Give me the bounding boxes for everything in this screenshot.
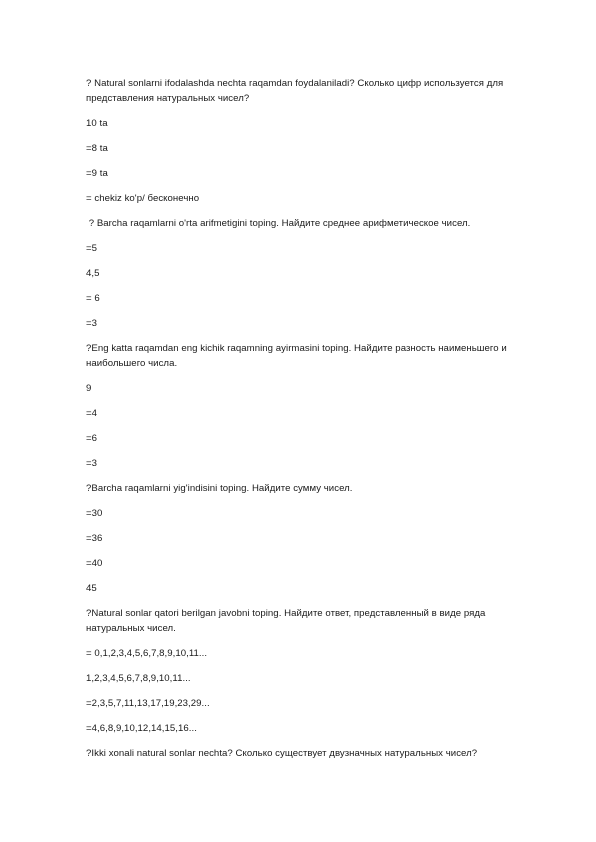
question-4: ?Barcha raqamlarni yig'indisini toping. Найдите сумму чисел. xyxy=(86,483,353,494)
question-5: ?Natural sonlar qatori berilgan javobni toping. Найдите ответ, представленный в виде ряда натуральных чисел. xyxy=(86,608,489,634)
answer-option: =36 xyxy=(86,533,103,544)
answer-option: =9 ta xyxy=(86,168,108,179)
answer-option: 4,5 xyxy=(86,268,100,279)
question-3: ?Eng katta raqamdan eng kichik raqamning ayirmasini toping. Найдите разность наименьшего и наибольшего числа. xyxy=(86,343,510,369)
answer-option: =3 xyxy=(86,458,98,469)
answer-option: =8 ta xyxy=(86,143,108,154)
answer-option: =4,6,8,9,10,12,14,15,16... xyxy=(86,723,197,734)
answer-option: 1,2,3,4,5,6,7,8,9,10,11... xyxy=(86,673,191,684)
answer-option: 45 xyxy=(86,583,97,594)
answer-option: =6 xyxy=(86,433,98,444)
question-2: ? Barcha raqamlarni o'rta arifmetigini toping. Найдите среднее арифметическое чисел. xyxy=(86,218,471,229)
answer-option: 9 xyxy=(86,383,92,394)
answer-option: = chekiz ko'p/ бесконечно xyxy=(86,193,200,204)
answer-option: 10 ta xyxy=(86,118,108,129)
answer-option: =5 xyxy=(86,243,98,254)
question-1: ? Natural sonlarni ifodalashda nechta raqamdan foydalaniladi? Сколько цифр используется для представления натуральных чисел? xyxy=(86,78,506,104)
answer-option: =2,3,5,7,11,13,17,19,23,29... xyxy=(86,698,210,709)
answer-option: = 0,1,2,3,4,5,6,7,8,9,10,11... xyxy=(86,648,208,659)
question-6: ?Ikki xonali natural sonlar nechta? Сколько существует двузначных натуральных чисел? xyxy=(86,748,478,759)
answer-option: =3 xyxy=(86,318,98,329)
answer-option: =40 xyxy=(86,558,103,569)
answer-option: =30 xyxy=(86,508,103,519)
answer-option: = 6 xyxy=(86,293,100,304)
answer-option: =4 xyxy=(86,408,98,419)
document-body xyxy=(86,76,526,771)
